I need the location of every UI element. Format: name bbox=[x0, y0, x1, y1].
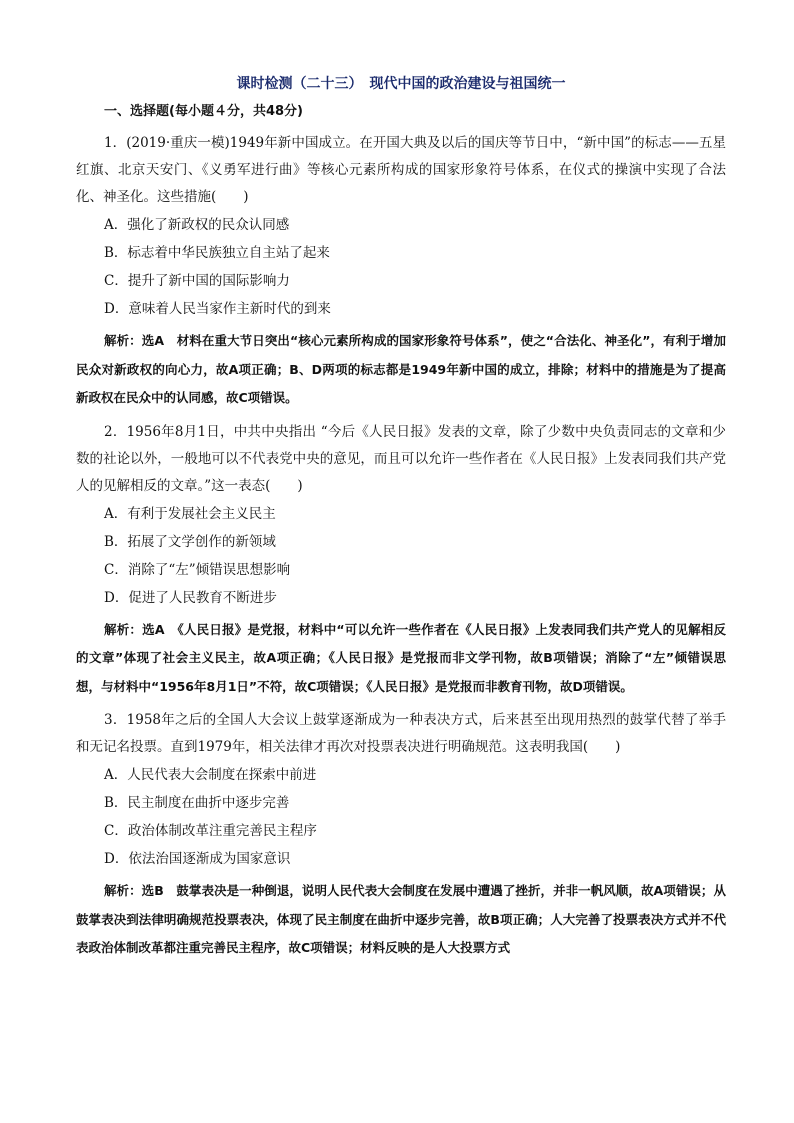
option-a: A．强化了新政权的民众认同感 bbox=[104, 217, 290, 233]
option-d: D．意味着人民当家作主新时代的到来 bbox=[104, 301, 331, 317]
section-heading: 一、选择题(每小题４分，共48分) bbox=[104, 104, 303, 119]
option-c: C．消除了“左”倾错误思想影响 bbox=[104, 561, 291, 578]
document-title: 课时检测（二十三） 现代中国的政治建设与祖国统一 bbox=[236, 76, 566, 92]
option-d: D．依法治国逐渐成为国家意识 bbox=[104, 851, 291, 867]
document-page bbox=[76, 72, 726, 969]
question-1 bbox=[76, 130, 726, 413]
option-a: A．有利于发展社会主义民主 bbox=[104, 505, 276, 522]
question-stem: 1．(2019·重庆一模)1949年新中国成立。在开国大典及以后的国庆等节日中，“新中国”的标志——五星红旗、北京天安门、《义勇军进行曲》等核心元素所构成的国家形象符号体系，在仪式的操演中实现了合法化、神圣化。这些措施( ) bbox=[76, 135, 726, 205]
option-d: D．促进了人民教育不断进步 bbox=[104, 589, 277, 606]
option-c: C．政治体制改革注重完善民主程序 bbox=[104, 823, 317, 839]
question-stem: 3．1958年之后的全国人大会议上鼓掌逐渐成为一种表决方式，后来甚至出现用热烈的鼓掌代替了举手和无记名投票。直到1979年，相关法律才再次对投票表决进行明确规范。这表明我国( ) bbox=[76, 712, 726, 755]
question-stem: 2．1956年8月1日，中共中央指出 “今后《人民日报》发表的文章，除了少数中央负责同志的文章和少数的社论以外，一般地可以不代表党中央的意见，而且可以允许一些作者在《人民日报》上发表同我们共产党人的见解相反的文章。”这一表态( ) bbox=[76, 423, 726, 494]
analysis-text: 解析：选B 鼓掌表决是一种倒退，说明人民代表大会制度在发展中遭遇了挫折，并非一帆风顺，故A项错误；从鼓掌表决到法律明确规范投票表决，体现了民主制度在曲折中逐步完善，故B项正确；人大完善了投票表决方式并不代表政治体制改革都注重完善民主程序，故C项错误；材料反映的是人大投票方式 bbox=[76, 883, 726, 955]
option-b: B．民主制度在曲折中逐步完善 bbox=[104, 795, 290, 811]
option-b: B．标志着中华民族独立自主站了起来 bbox=[104, 245, 330, 261]
option-a: A．人民代表大会制度在探索中前进 bbox=[104, 767, 317, 783]
option-list bbox=[76, 761, 726, 873]
question-2 bbox=[76, 419, 726, 702]
analysis-text: 解析：选A 材料在重大节日突出“核心元素所构成的国家形象符号体系”，使之“合法化、神圣化”，有利于增加民众对新政权的向心力，故A项正确；B、D两项的标志都是1949年新中国的成立，排除；材料中的措施是为了提高新政权在民众中的认同感，故C项错误。 bbox=[76, 333, 726, 405]
option-b: B．拓展了文学创作的新领域 bbox=[104, 533, 276, 550]
analysis-text: 解析：选A 《人民日报》是党报，材料中“可以允许一些作者在《人民日报》上发表同我们共产党人的见解相反的文章”体现了社会主义民主，故A项正确；《人民日报》是党报而非文学刊物，故B项错误；消除了“左”倾错误思想，与材料中“1956年8月1日”不符，故C项错误；《人民日报》是党报而非教育刊物，故D项错误。 bbox=[76, 621, 726, 694]
option-c: C．提升了新中国的国际影响力 bbox=[104, 273, 290, 289]
option-list bbox=[76, 500, 726, 612]
question-3 bbox=[76, 707, 726, 963]
option-list bbox=[76, 211, 726, 323]
